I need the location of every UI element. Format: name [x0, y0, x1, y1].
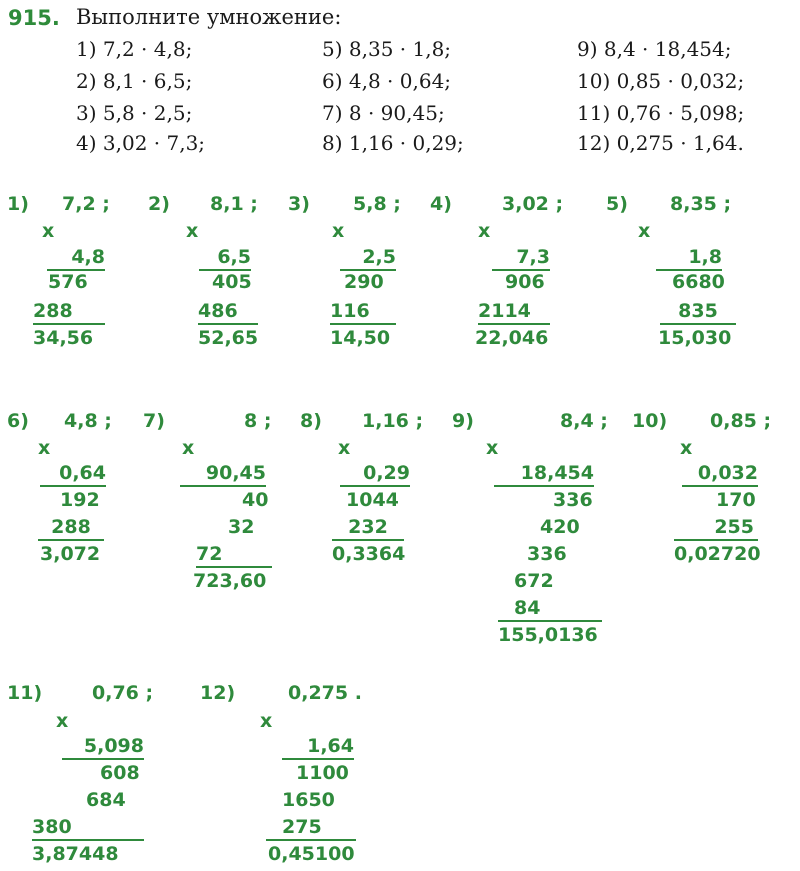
- solution-label: 11): [7, 682, 43, 704]
- multiplier: 0,64: [40, 462, 106, 487]
- multiplicand: 0,275 .: [288, 682, 362, 704]
- exercise-9: 9) 8,4 · 18,454;: [577, 37, 732, 61]
- multiplier: 90,45: [180, 462, 266, 487]
- partial-product: 336: [553, 489, 593, 511]
- solution-label: 6): [7, 410, 29, 432]
- product-result: 34,56: [33, 327, 94, 349]
- partial-product: 290: [344, 271, 384, 293]
- product-result: 0,3364: [332, 543, 406, 565]
- multiplier: 6,5: [199, 246, 251, 271]
- exercise-11: 11) 0,76 · 5,098;: [577, 101, 745, 125]
- partial-product: 1044: [346, 489, 399, 511]
- product-result: 22,046: [475, 327, 549, 349]
- partial-product: 2114: [478, 300, 550, 325]
- partial-product: 420: [540, 516, 580, 538]
- multiplier: 0,29: [340, 462, 410, 487]
- product-result: 723,60: [193, 570, 267, 592]
- partial-product: 336: [527, 543, 567, 565]
- partial-product: 255: [674, 516, 758, 541]
- task-statement: [0, 0, 800, 160]
- product-result: 155,0136: [498, 624, 598, 646]
- partial-product: 288: [38, 516, 104, 541]
- partial-product: 835: [660, 300, 736, 325]
- multiplicand: 4,8 ;: [64, 410, 112, 432]
- multiplicand: 0,85 ;: [710, 410, 772, 432]
- partial-product: 116: [330, 300, 396, 325]
- multiply-sign: x: [186, 220, 199, 242]
- multiplier: 2,5: [340, 246, 396, 271]
- multiplier: 18,454: [494, 462, 594, 487]
- solution-label: 9): [452, 410, 474, 432]
- solution-label: 2): [148, 193, 170, 215]
- solution-label: 10): [632, 410, 668, 432]
- multiplicand: 8,1 ;: [210, 193, 258, 215]
- partial-product: 32: [228, 516, 255, 538]
- multiplicand: 8 ;: [244, 410, 272, 432]
- solution-label: 1): [7, 193, 29, 215]
- multiplier: 4,8: [47, 246, 105, 271]
- exercise-4: 4) 3,02 · 7,3;: [76, 131, 206, 155]
- multiplicand: 1,16 ;: [362, 410, 424, 432]
- multiplier: 1,64: [282, 735, 354, 760]
- partial-product: 170: [716, 489, 756, 511]
- multiply-sign: x: [486, 437, 499, 459]
- partial-product: 192: [60, 489, 100, 511]
- partial-product: 486: [198, 300, 258, 325]
- exercise-2: 2) 8,1 · 6,5;: [76, 69, 193, 93]
- partial-product: 1100: [296, 762, 349, 784]
- partial-product: 72: [196, 543, 272, 568]
- multiplicand: 5,8 ;: [353, 193, 401, 215]
- multiplicand: 8,35 ;: [670, 193, 732, 215]
- multiply-sign: x: [42, 220, 55, 242]
- partial-product: 576: [48, 271, 88, 293]
- product-result: 14,50: [330, 327, 391, 349]
- task-number: 915.: [8, 6, 60, 30]
- partial-product: 405: [212, 271, 252, 293]
- partial-product: 380: [32, 816, 144, 841]
- multiply-sign: x: [38, 437, 51, 459]
- task-title: Выполните умножение:: [76, 5, 342, 29]
- multiply-sign: x: [260, 710, 273, 732]
- product-result: 3,072: [40, 543, 101, 565]
- partial-product: 608: [100, 762, 140, 784]
- multiplicand: 7,2 ;: [62, 193, 110, 215]
- product-result: 15,030: [658, 327, 732, 349]
- solution-label: 3): [288, 193, 310, 215]
- exercise-7: 7) 8 · 90,45;: [322, 101, 445, 125]
- multiply-sign: x: [332, 220, 345, 242]
- solution-label: 12): [200, 682, 236, 704]
- multiplicand: 8,4 ;: [560, 410, 608, 432]
- multiply-sign: x: [638, 220, 651, 242]
- multiplier: 0,032: [682, 462, 758, 487]
- product-result: 3,87448: [32, 843, 119, 865]
- multiply-sign: x: [56, 710, 69, 732]
- partial-product: 40: [242, 489, 269, 511]
- multiplicand: 0,76 ;: [92, 682, 154, 704]
- product-result: 0,02720: [674, 543, 761, 565]
- solution-label: 4): [430, 193, 452, 215]
- solution-label: 5): [606, 193, 628, 215]
- partial-product: 275: [266, 816, 356, 841]
- partial-product: 684: [86, 789, 126, 811]
- product-result: 0,45100: [268, 843, 355, 865]
- solution-label: 8): [300, 410, 322, 432]
- solution-label: 7): [143, 410, 165, 432]
- exercise-5: 5) 8,35 · 1,8;: [322, 37, 452, 61]
- multiply-sign: x: [338, 437, 351, 459]
- partial-product: 1650: [282, 789, 335, 811]
- exercise-1: 1) 7,2 · 4,8;: [76, 37, 193, 61]
- partial-product: 672: [514, 570, 554, 592]
- multiplier: 7,3: [492, 246, 550, 271]
- exercise-8: 8) 1,16 · 0,29;: [322, 131, 464, 155]
- partial-product: 232: [332, 516, 404, 541]
- product-result: 52,65: [198, 327, 259, 349]
- multiplier: 5,098: [62, 735, 144, 760]
- exercise-12: 12) 0,275 · 1,64.: [577, 131, 744, 155]
- exercise-3: 3) 5,8 · 2,5;: [76, 101, 193, 125]
- exercise-6: 6) 4,8 · 0,64;: [322, 69, 452, 93]
- multiplicand: 3,02 ;: [502, 193, 564, 215]
- partial-product: 6680: [672, 271, 725, 293]
- multiplier: 1,8: [656, 246, 722, 271]
- partial-product: 288: [33, 300, 105, 325]
- multiply-sign: x: [478, 220, 491, 242]
- multiply-sign: x: [680, 437, 693, 459]
- multiply-sign: x: [182, 437, 195, 459]
- partial-product: 906: [505, 271, 545, 293]
- exercise-10: 10) 0,85 · 0,032;: [577, 69, 745, 93]
- partial-product: 84: [498, 597, 602, 622]
